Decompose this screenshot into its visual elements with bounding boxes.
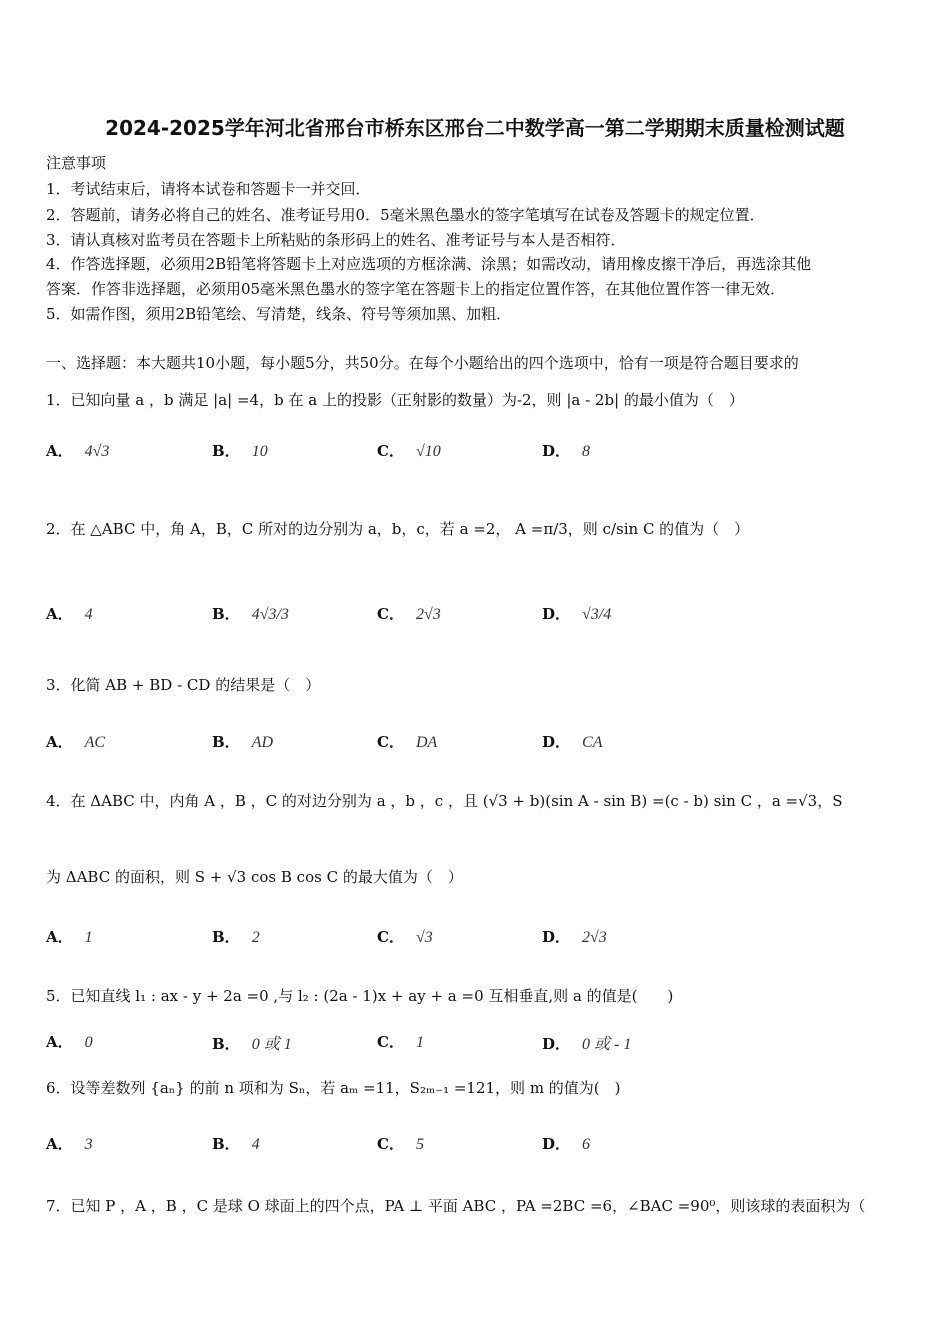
q6-option-d <box>542 1133 590 1154</box>
page-title: 2024-2025学年河北省邢台市桥东区邢台二中数学高一第二学期期末质量检测试题 <box>105 116 845 140</box>
option-value: AD <box>251 734 274 751</box>
q2-option-a <box>46 603 93 624</box>
question-5-stem: 5．已知直线 l₁ : ax - y + 2a =0 ,与 l₂ : (2a - 1)x + ay + a =0 互相垂直,则 a 的值是( ) <box>46 987 674 1005</box>
option-label: D． <box>542 1135 571 1153</box>
option-label: B． <box>212 1135 240 1153</box>
q6-option-b <box>212 1133 260 1154</box>
option-value: 2√3 <box>582 929 607 946</box>
question-2-stem: 2．在 △ABC 中，角 A，B，C 所对的边分别为 a，b，c，若 a =2， A =π/3，则 c/sin C 的值为（ ） <box>46 520 750 538</box>
option-value: √10 <box>415 443 441 460</box>
option-label: C． <box>377 605 404 623</box>
notice-item: 2．答题前，请务必将自己的姓名、准考证号用0．5毫米黑色墨水的签字笔填写在试卷及答题卡的规定位置． <box>46 206 765 224</box>
option-label: B． <box>212 442 240 460</box>
q5-option-a <box>46 1031 93 1052</box>
option-label: D． <box>542 605 571 623</box>
option-label: C． <box>377 733 404 751</box>
option-value: 0 <box>84 1034 93 1051</box>
q3-option-a <box>46 731 105 752</box>
q4-option-b <box>212 926 260 947</box>
option-value: 4√3 <box>84 443 110 460</box>
option-value: 2 <box>251 929 260 946</box>
q1-option-a <box>46 440 109 461</box>
question-3-stem: 3．化简 AB + BD - CD 的结果是（ ） <box>46 676 321 694</box>
question-4-stem-continued: 为 ΔABC 的面积，则 S + √3 cos B cos C 的最大值为（ ） <box>46 868 463 886</box>
option-label: A． <box>46 1135 73 1153</box>
option-value: 5 <box>415 1136 424 1153</box>
question-6-stem: 6．设等差数列 {aₙ} 的前 n 项和为 Sₙ，若 aₘ =11，S₂ₘ₋₁ =121，则 m 的值为( ) <box>46 1079 621 1097</box>
question-1-stem: 1．已知向量 a ，b 满足 |a| =4，b 在 a 上的投影（正射影的数量）为-2，则 |a - 2b| 的最小值为（ ） <box>46 391 744 409</box>
option-value: √3 <box>415 929 433 946</box>
option-value: 4√3/3 <box>251 606 289 623</box>
q1-option-d <box>542 440 590 461</box>
section-heading: 一、选择题：本大题共10小题，每小题5分，共50分。在每个小题给出的四个选项中，恰有一项是符合题目要求的 <box>46 354 799 372</box>
q2-option-b <box>212 603 289 624</box>
option-value: 2√3 <box>415 606 441 623</box>
option-label: A． <box>46 733 73 751</box>
q2-option-d <box>542 603 611 624</box>
option-value: √3/4 <box>582 606 612 623</box>
option-label: A． <box>46 605 73 623</box>
q3-option-c <box>377 731 437 752</box>
option-label: B． <box>212 605 240 623</box>
q3-option-b <box>212 731 273 752</box>
q4-option-d <box>542 926 607 947</box>
option-label: C． <box>377 928 404 946</box>
q3-option-d <box>542 731 602 752</box>
q5-option-c <box>377 1031 424 1052</box>
option-value: 1 <box>84 929 93 946</box>
option-value: 0 或 - 1 <box>582 1036 632 1053</box>
q6-option-a <box>46 1133 93 1154</box>
option-label: B． <box>212 928 240 946</box>
notice-item: 4．作答选择题，必须用2B铅笔将答题卡上对应选项的方框涂满、涂黑；如需改动，请用橡皮擦干净后，再选涂其他 <box>46 255 812 273</box>
option-value: 4 <box>84 606 93 623</box>
option-value: 6 <box>582 1136 591 1153</box>
notice-item: 5．如需作图，须用2B铅笔绘、写清楚，线条、符号等须加黑、加粗． <box>46 305 512 323</box>
option-label: D． <box>542 1035 571 1053</box>
q1-option-b <box>212 440 268 461</box>
question-4-stem: 4．在 ΔABC 中，内角 A ，B ，C 的对边分别为 a ，b ，c ，且 (√3 + b)(sin A - sin B) =(c - b) sin C ，a =√3，S <box>46 792 843 810</box>
option-value: 4 <box>251 1136 260 1153</box>
option-label: B． <box>212 1035 240 1053</box>
option-value: 10 <box>251 443 268 460</box>
option-value: AC <box>84 734 106 751</box>
q1-option-c <box>377 440 441 461</box>
q5-option-d <box>542 1031 631 1054</box>
q4-option-a <box>46 926 93 947</box>
q4-option-c <box>377 926 433 947</box>
option-label: A． <box>46 442 73 460</box>
option-label: B． <box>212 733 240 751</box>
option-label: C． <box>377 1033 404 1051</box>
q2-option-c <box>377 603 441 624</box>
option-label: C． <box>377 442 404 460</box>
option-value: 8 <box>582 443 591 460</box>
option-label: A． <box>46 1033 73 1051</box>
option-label: C． <box>377 1135 404 1153</box>
notice-item: 1．考试结束后，请将本试卷和答题卡一并交回． <box>46 180 371 198</box>
option-value: 3 <box>84 1136 93 1153</box>
option-value: DA <box>415 734 438 751</box>
option-label: D． <box>542 442 571 460</box>
notice-heading: 注意事项 <box>46 154 107 172</box>
question-7-stem: 7．已知 P ，A ，B ，C 是球 O 球面上的四个点，PA ⊥ 平面 ABC ，PA =2BC =6，∠BAC =90⁰，则该球的表面积为（ <box>46 1197 866 1215</box>
option-value: CA <box>582 734 603 751</box>
option-value: 1 <box>415 1034 424 1051</box>
q5-option-b <box>212 1031 292 1054</box>
notice-item: 答案．作答非选择题，必须用05毫米黑色墨水的签字笔在答题卡上的指定位置作答，在其他位置作答一律无效． <box>46 280 786 298</box>
option-label: D． <box>542 928 571 946</box>
notice-item: 3．请认真核对监考员在答题卡上所粘贴的条形码上的姓名、准考证号与本人是否相符． <box>46 231 626 249</box>
option-label: D． <box>542 733 571 751</box>
q6-option-c <box>377 1133 424 1154</box>
option-label: A． <box>46 928 73 946</box>
option-value: 0 或 1 <box>251 1036 292 1053</box>
